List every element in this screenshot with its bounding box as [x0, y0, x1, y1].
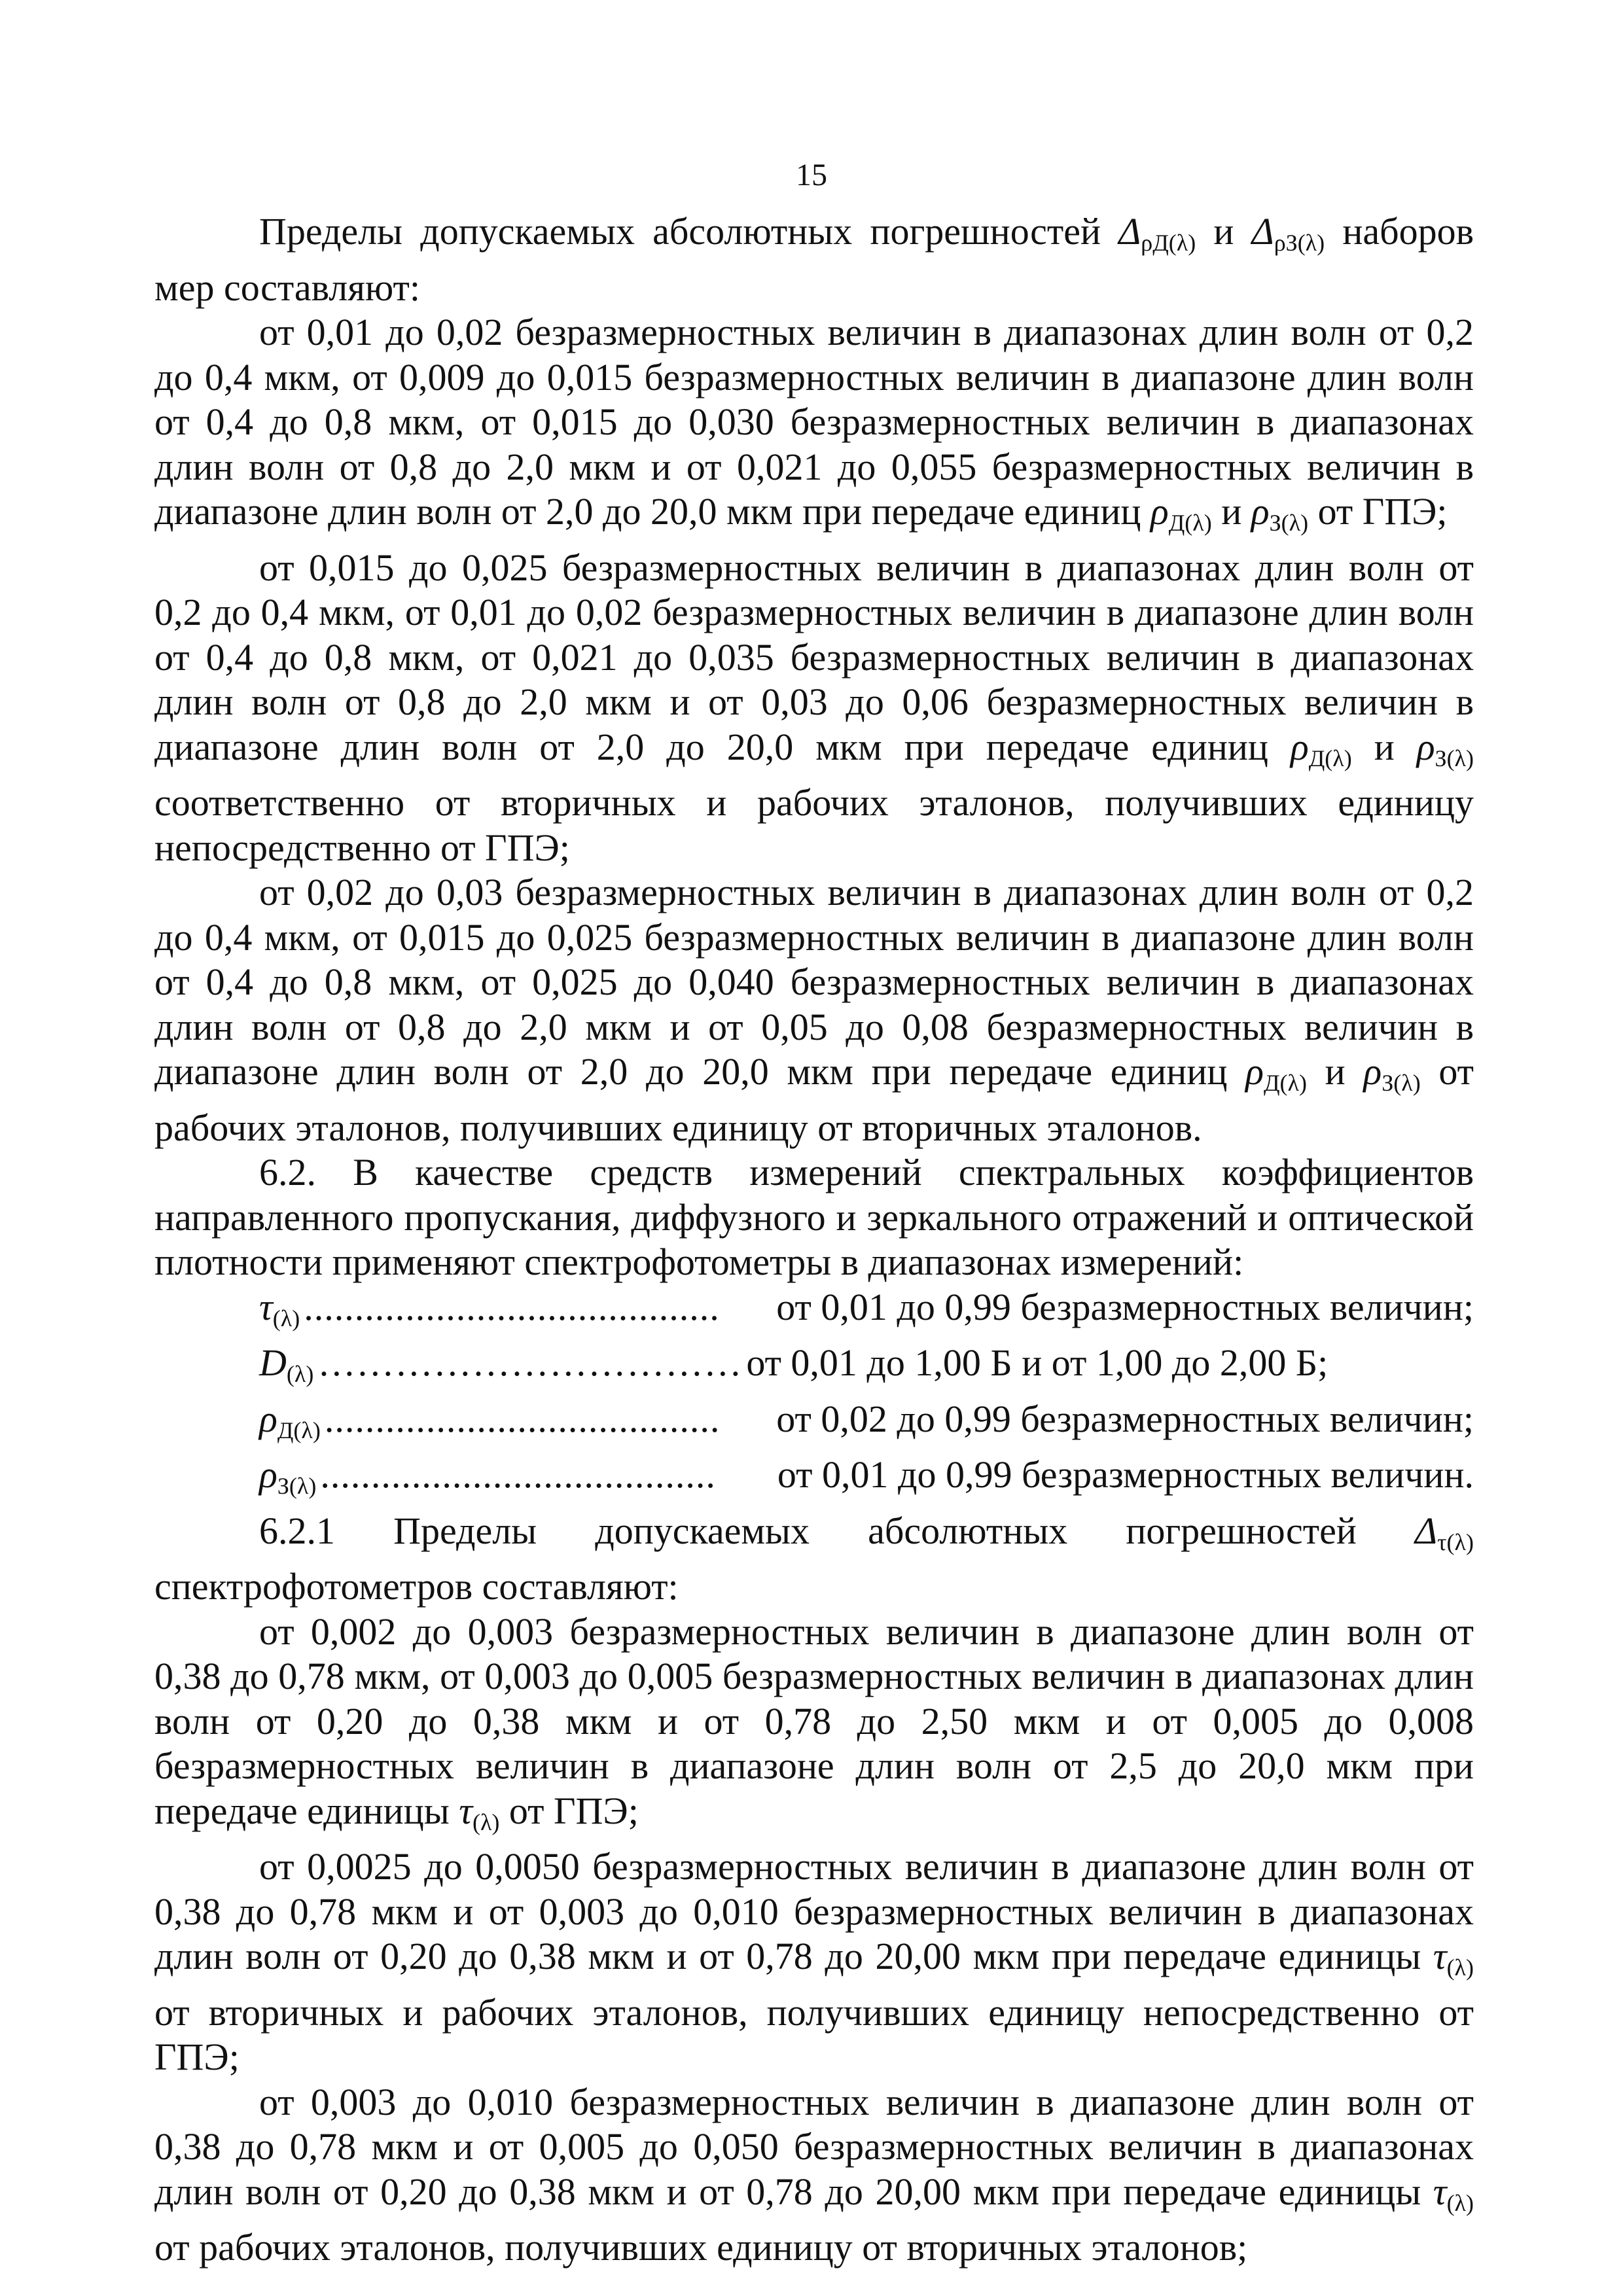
rho-d-symbol: $\rho_{Д(\lambda)}$	[1245, 1050, 1307, 1096]
rho-d-symbol: $\rho_{Д(\lambda)}$	[1290, 725, 1352, 771]
tau-symbol: $\tau_{(\lambda)}$	[1433, 1935, 1474, 1981]
p1-text-a: Пределы допускаемых абсолютных погрешностей	[259, 210, 1119, 253]
p7-text-b: от ГПЭ;	[499, 1789, 639, 1832]
word: погрешностей	[1126, 1509, 1357, 1552]
p3-text-c: соответственно от вторичных и рабочих эталонов, получивших единицу непосредственно от ГПЭ;	[154, 781, 1474, 869]
range-value: от 0,01 до 1,00 Б и от 1,00 до 2,00 Б;	[746, 1341, 1329, 1384]
paragraph-3	[154, 546, 1474, 871]
p8-text-a: от 0,0025 до 0,0050 безразмерностных величин в диапазоне длин волн от 0,38 до 0,78 мкм и от 0,003 до 0,010 безразмерностных величин в диапазонах длин волн от 0,20 до 0,38 мкм и от 0,78 до 20,00 мкм при передаче единицы	[154, 1845, 1474, 1977]
tau-symbol: $\tau_{(\lambda)}$	[459, 1789, 500, 1835]
p4-text-c: от рабочих эталонов, получивших единицу от вторичных эталонов.	[154, 1050, 1474, 1149]
p3-text-a: от 0,015 до 0,025 безразмерностных величин в диапазонах длин волн от 0,2 до 0,4 мкм, от 0,01 до 0,02 безразмерностных величин в диапазоне длин волн от 0,4 до 0,8 мкм, от 0,021 до 0,035 безразмерностных величин в диапазонах длин волн от 0,8 до 2,0 мкм и от 0,03 до 0,06 безразмерностных величин в диапазоне длин волн от 2,0 до 20,0 мкм при передаче единиц	[154, 546, 1474, 768]
range-item-tau	[154, 1285, 1474, 1341]
rho-z-symbol: $\rho_{З(\lambda)}$	[259, 1453, 317, 1499]
p1-text-c: наборов мер составляют:	[154, 210, 1474, 309]
range-value: от 0,02 до 0,99 безразмерностных величин;	[776, 1397, 1474, 1440]
paragraph-2	[154, 310, 1474, 546]
rho-z-symbol: $\rho_{З(\lambda)}$	[1416, 725, 1474, 771]
paragraph-6-2-1-continuation: спектрофотометров составляют:	[154, 1565, 679, 1608]
section-number: 6.2.1	[259, 1509, 335, 1552]
range-value: от 0,01 до 0,99 безразмерностных величин;	[776, 1285, 1474, 1328]
paragraph-1	[154, 209, 1474, 310]
paragraph-6-2-1-heading	[154, 1509, 1474, 1565]
p3-text-b: и	[1351, 725, 1417, 768]
leader-dots: .......................................	[320, 1453, 716, 1496]
delta-rho-z-symbol: $\Delta_{\rho З(\lambda)}$	[1251, 210, 1325, 256]
p7-text-a: от 0,002 до 0,003 безразмерностных величин в диапазоне длин волн от 0,38 до 0,78 мкм, от 0,003 до 0,005 безразмерностных величин в диапазонах длин волн от 0,20 до 0,38 мкм и от 0,78 до 2,50 мкм и от 0,005 до 0,008 безразмерностных величин в диапазоне длин волн от 2,5 до 20,0 мкм при передаче единицы	[154, 1610, 1474, 1832]
d-symbol: $D_{(\lambda)}$	[259, 1341, 314, 1387]
rho-z-symbol: $\rho_{З(\lambda)}$	[1251, 490, 1309, 536]
leader-dots: .........................................	[304, 1285, 720, 1328]
word: абсолютных	[868, 1509, 1068, 1552]
p4-text-b: и	[1306, 1050, 1364, 1093]
range-item-d	[154, 1341, 1474, 1397]
tau-symbol: $\tau_{(\lambda)}$	[1433, 2170, 1474, 2216]
p2-text-c: от ГПЭ;	[1308, 490, 1448, 533]
page-number: 15	[796, 158, 827, 192]
paragraph-7	[154, 1610, 1474, 1845]
paragraph-9	[154, 2080, 1474, 2270]
leader-dots: ……………………………	[317, 1341, 743, 1384]
paragraph-8	[154, 1845, 1474, 2080]
range-item-rho-z	[154, 1453, 1474, 1509]
rho-z-symbol: $\rho_{З(\lambda)}$	[1363, 1050, 1421, 1096]
word: Пределы	[393, 1509, 537, 1552]
delta-tau-symbol: $\Delta_{\tau(\lambda)}$	[1415, 1509, 1474, 1555]
paragraph-4	[154, 870, 1474, 1150]
paragraph-6-2: 6.2. В качестве средств измерений спектральных коэффициентов направленного пропускания, диффузного и зеркального отражений и оптической плотности применяют спектрофотометры в диапазонах измерений:	[154, 1151, 1474, 1283]
p4-text-a: от 0,02 до 0,03 безразмерностных величин в диапазонах длин волн от 0,2 до 0,4 мкм, от 0,015 до 0,025 безразмерностных величин в диапазоне длин волн от 0,4 до 0,8 мкм, от 0,025 до 0,040 безразмерностных величин в диапазонах длин волн от 0,8 до 2,0 мкм и от 0,05 до 0,08 безразмерностных величин в диапазоне длин волн от 2,0 до 20,0 мкм при передаче единиц	[154, 871, 1474, 1093]
range-item-rho-d	[154, 1397, 1474, 1453]
rho-d-symbol: $\rho_{Д(\lambda)}$	[1150, 490, 1212, 536]
p1-text-b: и	[1196, 210, 1252, 253]
range-value: от 0,01 до 0,99 безразмерностных величин.	[777, 1453, 1474, 1496]
p2-text-b: и	[1211, 490, 1251, 533]
p9-text-b: от рабочих эталонов, получивших единицу от вторичных эталонов;	[154, 2226, 1248, 2269]
p8-text-b: от вторичных и рабочих эталонов, получивших единицу непосредственно от ГПЭ;	[154, 1990, 1474, 2078]
p9-text-a: от 0,003 до 0,010 безразмерностных величин в диапазоне длин волн от 0,38 до 0,78 мкм и от 0,005 до 0,050 безразмерностных величин в диапазонах длин волн от 0,20 до 0,38 мкм и от 0,78 до 20,00 мкм при передаче единицы	[154, 2080, 1474, 2213]
word: допускаемых	[595, 1509, 810, 1552]
delta-rho-d-symbol: $\Delta_{\rho Д(\lambda)}$	[1118, 210, 1196, 256]
tau-symbol: $\tau_{(\lambda)}$	[259, 1285, 300, 1332]
p2-text-a: от 0,01 до 0,02 безразмерностных величин в диапазонах длин волн от 0,2 до 0,4 мкм, от 0,009 до 0,015 безразмерностных величин в диапазоне длин волн от 0,4 до 0,8 мкм, от 0,015 до 0,030 безразмерностных величин в диапазонах длин волн от 0,8 до 2,0 мкм и от 0,021 до 0,055 безразмерностных величин в диапазоне длин волн от 2,0 до 20,0 мкм при передаче единиц	[154, 311, 1474, 533]
leader-dots: .......................................	[324, 1397, 721, 1440]
document-body	[154, 209, 1474, 2270]
rho-d-symbol: $\rho_{Д(\lambda)}$	[259, 1397, 321, 1443]
